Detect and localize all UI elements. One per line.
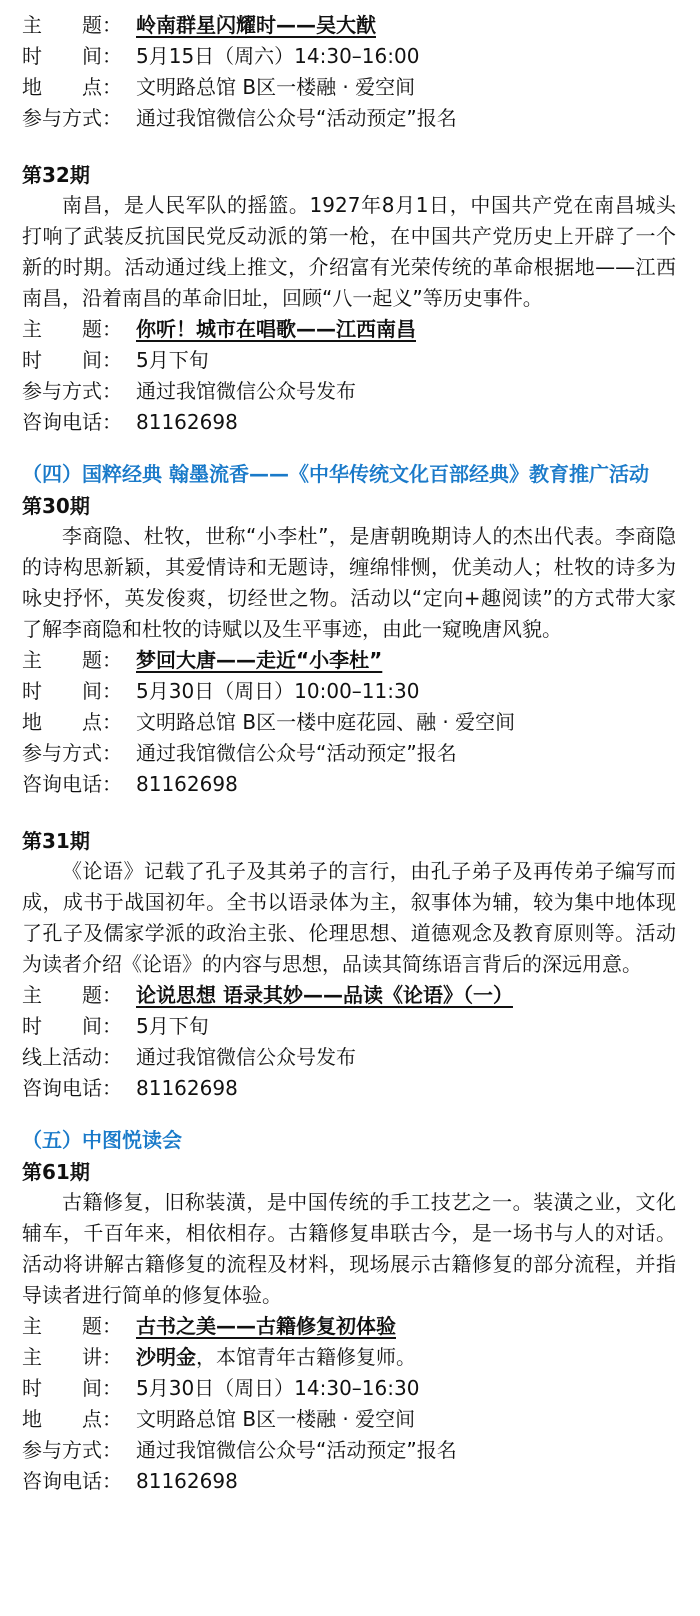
phone-row: [22, 407, 676, 438]
participation-label: 参与方式：: [22, 106, 122, 130]
topic-row: [22, 10, 676, 41]
topic-row: [22, 1311, 676, 1342]
time-label: 时 间：: [22, 679, 122, 703]
time-row: [22, 1373, 676, 1404]
speaker-value: [136, 1342, 676, 1373]
issue-61: [22, 1157, 676, 1497]
issue-30: [22, 491, 676, 800]
participation-value: 通过我馆微信公众号发布: [136, 379, 356, 403]
speaker-name: 沙明金: [136, 1345, 196, 1369]
issue-32: [22, 160, 676, 438]
location-row: [22, 1404, 676, 1435]
time-row: [22, 41, 676, 72]
issue-heading: 第61期: [22, 1160, 90, 1184]
participation-value: 通过我馆微信公众号“活动预定”报名: [136, 106, 457, 130]
issue-heading: 第32期: [22, 163, 90, 187]
issue-description: 李商隐、杜牧，世称“小李杜”，是唐朝晚期诗人的杰出代表。李商隐的诗构思新颖，其爱情诗和无题诗，缠绵悱恻，优美动人；杜牧的诗多为咏史抒怀，英发俊爽，切经世之物。活动以“定向+趣阅读”的方式带大家了解李商隐和杜牧的诗赋以及生平事迹，由此一窥晚唐风貌。: [22, 524, 676, 641]
time-value: 5月30日（周日）14:30–16:30: [136, 1376, 420, 1400]
phone-value: 81162698: [136, 410, 238, 434]
phone-row: [22, 769, 676, 800]
phone-row: [22, 1073, 676, 1104]
section-heading-4: （四）国粹经典 翰墨流香——《中华传统文化百部经典》教育推广活动: [22, 462, 649, 486]
location-value: 文明路总馆 B区一楼融 · 爱空间: [136, 75, 416, 99]
phone-row: [22, 1466, 676, 1497]
participation-value: 通过我馆微信公众号“活动预定”报名: [136, 1438, 457, 1462]
issue-31: [22, 826, 676, 1104]
topic-label: 主 题：: [22, 1314, 122, 1338]
topic-value: 你听！城市在唱歌——江西南昌: [136, 317, 416, 341]
time-label: 时 间：: [22, 1376, 122, 1400]
topic-label: 主 题：: [22, 648, 122, 672]
topic-row: [22, 980, 676, 1011]
topic-row: [22, 314, 676, 345]
phone-value: 81162698: [136, 772, 238, 796]
participation-row: [22, 1435, 676, 1466]
location-label: 地 点：: [22, 1407, 122, 1431]
issue-description: 古籍修复，旧称装潢，是中国传统的手工技艺之一。装潢之业，文化辅车，千百年来，相依相存。古籍修复串联古今，是一场书与人的对话。活动将讲解古籍修复的流程及材料，现场展示古籍修复的部分流程，并指导读者进行简单的修复体验。: [22, 1190, 676, 1307]
participation-value: 通过我馆微信公众号“活动预定”报名: [136, 741, 457, 765]
location-value: 文明路总馆 B区一楼融 · 爱空间: [136, 1407, 416, 1431]
location-row: [22, 707, 676, 738]
issue-description: 南昌，是人民军队的摇篮。1927年8月1日，中国共产党在南昌城头打响了武装反抗国民党反动派的第一枪，在中国共产党历史上开辟了一个新的时期。活动通过线上推文，介绍富有光荣传统的革命根据地——江西南昌，沿着南昌的革命旧址，回顾“八一起义”等历史事件。: [22, 193, 676, 310]
online-activity-value: 通过我馆微信公众号发布: [136, 1045, 356, 1069]
topic-value: 论说思想 语录其妙——品读《论语》（一）: [136, 983, 513, 1007]
time-value: 5月下旬: [136, 348, 209, 372]
location-value: 文明路总馆 B区一楼中庭花园、融 · 爱空间: [136, 710, 516, 734]
time-value: 5月15日（周六）14:30–16:00: [136, 44, 420, 68]
participation-row: [22, 376, 676, 407]
speaker-label: 主 讲：: [22, 1345, 122, 1369]
participation-label: 参与方式：: [22, 741, 122, 765]
section-heading-5: （五）中图悦读会: [22, 1128, 182, 1152]
location-label: 地 点：: [22, 75, 122, 99]
topic-label: 主 题：: [22, 983, 122, 1007]
topic-row: [22, 645, 676, 676]
online-activity-label: 线上活动：: [22, 1045, 122, 1069]
participation-row: [22, 103, 676, 134]
topic-value: 古书之美——古籍修复初体验: [136, 1314, 396, 1338]
time-label: 时 间：: [22, 348, 122, 372]
speaker-description: ，本馆青年古籍修复师。: [196, 1345, 416, 1369]
time-label: 时 间：: [22, 44, 122, 68]
time-row: [22, 676, 676, 707]
phone-label: 咨询电话：: [22, 410, 122, 434]
speaker-row: [22, 1342, 676, 1373]
time-row: [22, 345, 676, 376]
location-label: 地 点：: [22, 710, 122, 734]
phone-value: 81162698: [136, 1076, 238, 1100]
topic-label: 主 题：: [22, 13, 122, 37]
topic-label: 主 题：: [22, 317, 122, 341]
phone-label: 咨询电话：: [22, 1469, 122, 1493]
topic-value: 岭南群星闪耀时——吴大猷: [136, 13, 376, 37]
time-row: [22, 1011, 676, 1042]
time-value: 5月下旬: [136, 1014, 209, 1038]
participation-row: [22, 738, 676, 769]
phone-label: 咨询电话：: [22, 772, 122, 796]
event-info-top: [22, 10, 676, 134]
location-row: [22, 72, 676, 103]
participation-label: 参与方式：: [22, 1438, 122, 1462]
topic-value: 梦回大唐——走近“小李杜”: [136, 648, 383, 672]
issue-description: 《论语》记载了孔子及其弟子的言行，由孔子弟子及再传弟子编写而成，成书于战国初年。全书以语录体为主，叙事体为辅，较为集中地体现了孔子及儒家学派的政治主张、伦理思想、道德观念及教育原则等。活动为读者介绍《论语》的内容与思想，品读其简练语言背后的深远用意。: [22, 859, 676, 976]
issue-heading: 第30期: [22, 494, 90, 518]
time-label: 时 间：: [22, 1014, 122, 1038]
issue-heading: 第31期: [22, 829, 90, 853]
phone-label: 咨询电话：: [22, 1076, 122, 1100]
online-activity-row: [22, 1042, 676, 1073]
phone-value: 81162698: [136, 1469, 238, 1493]
participation-label: 参与方式：: [22, 379, 122, 403]
time-value: 5月30日（周日）10:00–11:30: [136, 679, 420, 703]
